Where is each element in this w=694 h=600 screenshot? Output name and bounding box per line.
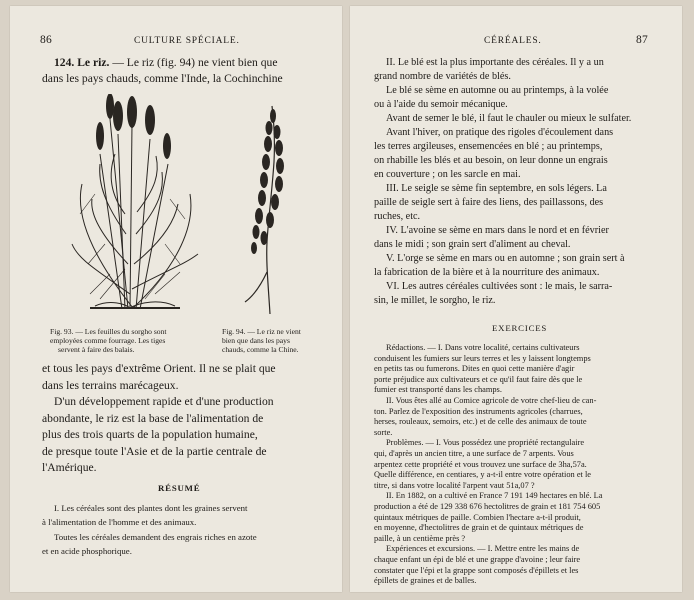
fig94-caption-1: Fig. 94. — Le riz ne vient <box>222 327 301 336</box>
exercise-line-2: conduisent les fumiers sur leurs terres et les y laissent longtemps <box>374 353 591 363</box>
exercise-line-15: II. En 1882, on a cultivé en France 7 191 149 hectares en blé. La <box>386 491 603 501</box>
right-line-15: V. L'orge se sème en mars ou en automne ; son grain sert à <box>386 253 625 264</box>
right-line-9: en couverture ; on les sarcle en mai. <box>374 169 521 180</box>
exercise-line-5: fumier est transporté dans les champs. <box>374 385 502 395</box>
running-head-left: CULTURE SPÉCIALE. <box>134 36 240 46</box>
right-line-17: VI. Les autres céréales cultivées sont : le mais, le sarra- <box>386 281 613 292</box>
right-line-18: sin, le millet, le sorgho, le riz. <box>374 295 496 306</box>
right-line-13: IV. L'avoine se sème en mars dans le nord et en février <box>386 225 609 236</box>
exercise-line-13: Quelle différence, en centiares, y a-t-il entre votre opération et le <box>374 470 592 480</box>
body-line-3: D'un développement rapide et d'une production <box>54 395 274 408</box>
body-line-2: dans les terrains marécageux. <box>42 379 179 392</box>
right-line-16: la fabrication de la bière et à la nourriture des animaux. <box>374 267 600 278</box>
exercise-line-7: ton. Parlez de l'exposition des instruments agricoles (charrues, <box>374 406 583 416</box>
right-line-12: ruches, etc. <box>374 211 421 222</box>
fig94-caption-3: chauds, comme la Chine. <box>222 345 299 354</box>
body-line-4: abondante, le riz est la base de l'alimentation de <box>42 412 264 425</box>
exercise-line-18: en moyenne, d'hectolitres de grain et de quintaux métriques de <box>374 523 584 533</box>
exercise-line-9: sorte. <box>374 427 393 437</box>
right-line-5: Avant de semer le blé, il faut le chauler ou mieux le sulfater. <box>386 113 632 124</box>
exercise-line-12: arpentez cette propriété et vous trouvez une surface de 3ha,57a. <box>374 459 587 469</box>
right-page <box>350 6 682 592</box>
exercise-line-4: porte préjudice aux cultivateurs et ce qu'il faut faire dès que le <box>374 374 583 384</box>
exercise-line-21: chaque enfant un épi de blé et une grappe d'avoine ; leur faire <box>374 555 581 564</box>
resume-line-3: Toutes les céréales demandent des engrais riches en azote <box>54 532 257 542</box>
body-line-1: et tous les pays d'extrême Orient. Il ne se plait que <box>42 362 276 375</box>
exercise-line-24: épillets de graines et de balles. <box>374 576 477 586</box>
body-line-7: l'Amérique. <box>42 461 97 474</box>
exercises-heading: EXERCICES <box>492 323 548 333</box>
exercise-line-22: constater que l'épi et la grappe sont composés d'épillets et les <box>374 565 579 575</box>
page-number-left: 86 <box>40 34 53 46</box>
resume-line-1: I. Les céréales sont des plantes dont les graines servent <box>54 503 248 513</box>
fig93-caption-1: Fig. 93. — Les feuilles du sorgho sont <box>50 327 167 336</box>
body-line-5: plus des trois quarts de la population humaine, <box>42 428 258 441</box>
right-line-11: paille de seigle sert à faire des liens, des paillassons, des <box>374 197 604 208</box>
left-page <box>10 6 342 592</box>
section-number: 124. <box>54 56 75 69</box>
fig93-caption-2: employées comme fourrage. Les tiges <box>50 336 166 345</box>
section-title: Le riz. <box>77 56 110 69</box>
right-line-10: III. Le seigle se sème fin septembre, en sols légers. La <box>386 183 607 194</box>
right-line-8: on rhabille les blés et au besoin, on leur donne un engrais <box>374 155 608 166</box>
exercise-line-3: en petits tas ou fumerons. Dites en quoi cette manière d'agir <box>374 364 575 374</box>
rice-panicle-illustration <box>242 102 292 317</box>
exercise-line-20: Expériences et excursions. — I. Mettre entre les mains de <box>386 544 580 554</box>
resume-line-4: et en acide phosphorique. <box>42 546 132 556</box>
right-line-3: Le blé se sème en automne ou au printemps, à la volée <box>386 85 609 96</box>
section-heading <box>54 57 277 69</box>
fig94-caption-2: bien que dans les pays <box>222 336 290 345</box>
exercise-line-19: paille, à un centième près ? <box>374 533 466 543</box>
exercise-line-11: qui, d'après un ancien titre, a une surface de 7 arpents. Vous <box>374 449 574 458</box>
exercise-line-14: titre, si dans votre localité l'arpent vaut 51a,07 ? <box>374 480 535 490</box>
intro-line-1: — Le riz (fig. 94) ne vient bien que <box>112 56 278 69</box>
right-line-6: Avant l'hiver, on pratique des rigoles d'écoulement dans <box>386 127 614 138</box>
page-number-right: 87 <box>636 34 649 46</box>
fig93-caption-3: servent à faire des balais. <box>58 345 135 354</box>
body-line-6: de presque toute l'Asie et de la partie centrale de <box>42 445 267 458</box>
exercise-line-10: Problèmes. — I. Vous possédez une propriété rectangulaire <box>386 438 585 448</box>
intro-line-2: dans les pays chauds, comme l'Inde, la Cochinchine <box>42 72 283 85</box>
sorghum-plant-illustration <box>70 94 200 319</box>
right-line-14: dans le midi ; son grain sert d'aliment au cheval. <box>374 239 571 250</box>
exercise-line-1: Rédactions. — I. Dans votre localité, certains cultivateurs <box>386 343 580 352</box>
exercise-line-8: herses, rouleaux, semoirs, etc.) et de celle des animaux de toute <box>374 417 587 427</box>
right-line-1: II. Le blé est la plus importante des céréales. Il y a un <box>386 57 604 68</box>
resume-heading: RÉSUMÉ <box>158 483 201 493</box>
running-head-right: CÉRÉALES. <box>484 36 542 46</box>
exercise-line-6: II. Vous êtes allé au Comice agricole de votre chef-lieu de can- <box>386 396 597 405</box>
exercise-line-16: production a été de 129 338 676 hectolitres de grain et 181 754 605 <box>374 502 601 511</box>
right-line-2: grand nombre de variétés de blés. <box>374 71 511 82</box>
exercise-line-17: quintaux métriques de paille. Combien l'hectare a-t-il produit, <box>374 512 581 522</box>
right-line-7: les terres argileuses, ensemencées en blé ; au printemps, <box>374 141 603 152</box>
right-line-4: ou à l'aide du semoir mécanique. <box>374 99 508 110</box>
resume-line-2: à l'alimentation de l'homme et des animaux. <box>42 517 197 527</box>
